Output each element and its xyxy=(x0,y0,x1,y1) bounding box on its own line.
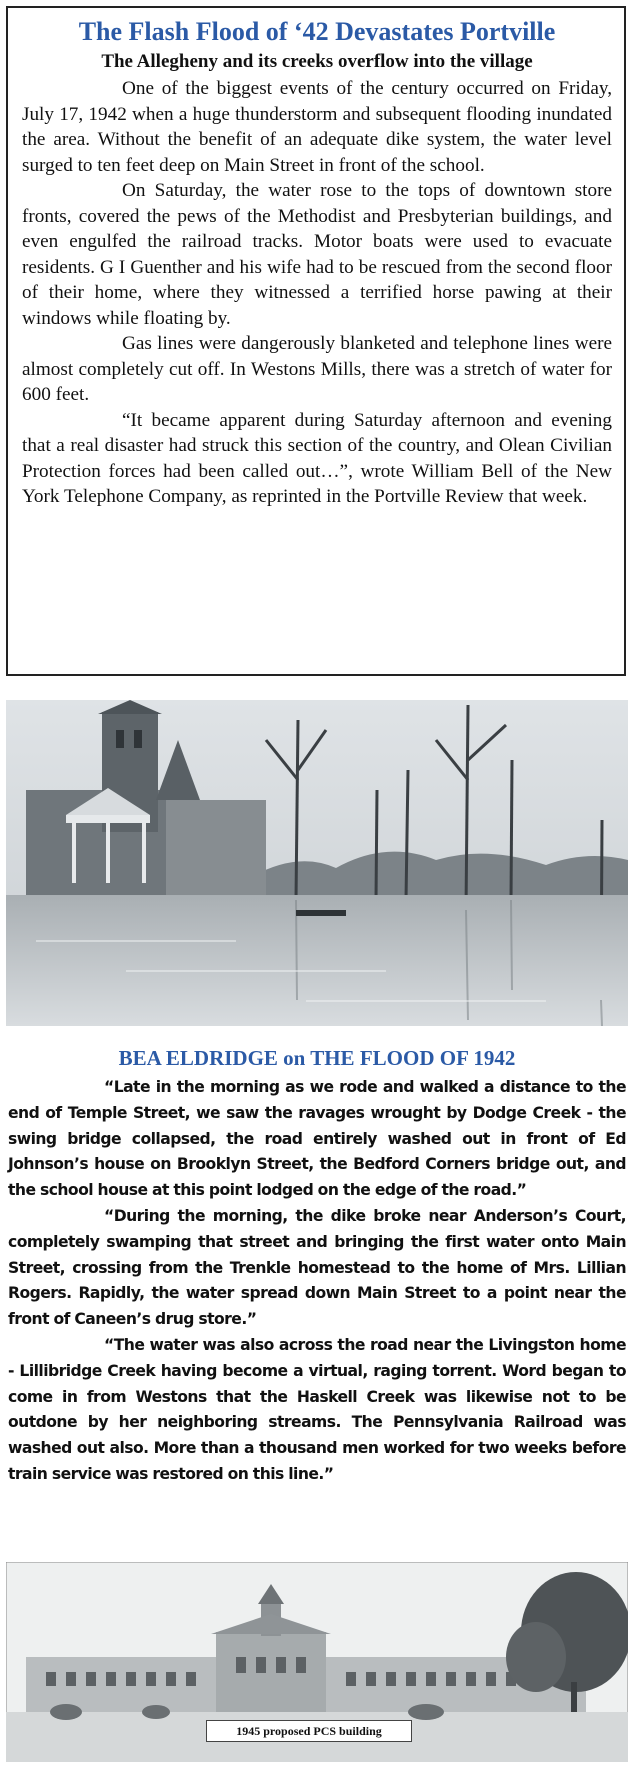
article-paragraph: On Saturday, the water rose to the tops of downtown store fronts, covered the pews of the Methodist and Presbyterian buildings, and even engulfed the railroad tracks. Motor boats were used to evacuate residents. G I Guenther and his wife had to be rescued from the second floor of their home, where they witnessed a terrified horse pawing at their windows while floating by. xyxy=(22,180,612,329)
section-heading: BEA ELDRIDGE on THE FLOOD OF 1942 xyxy=(118,1046,516,1070)
article-paragraph: “It became apparent during Saturday afternoon and evening that a real disaster had struck this section of the country, and Olean Civilian Protection forces had been called out…”, wrote William Bell of the New York Telephone Company, as reprinted in the Portville Review that week. xyxy=(22,409,612,508)
article-paragraph: One of the biggest events of the century occurred on Friday, July 17, 1942 when a huge thunderstorm and subsequent flooding inundated the area. Without the benefit of an adequate dike system, the water level surged to ten feet deep on Main Street in front of the school. xyxy=(22,78,612,176)
article-paragraph: Gas lines were dangerously blanketed and telephone lines were almost completely cut off. In Westons Mills, there was a stretch of water for 600 feet. xyxy=(22,333,612,406)
article-subtitle: The Allegheny and its creeks overflow into the village xyxy=(101,50,533,72)
quote-paragraph: “During the morning, the dike broke near Anderson’s Court, completely swamping that street and bringing the first water onto Main Street, crossing from the Trenkle homestead to the home of Mrs. Lillian Rogers. Rapidly, the water spread down Main Street to a point near the front of Caneen’s drug store.” xyxy=(8,1206,626,1329)
flood-photo xyxy=(6,700,628,1026)
quote-paragraph: “Late in the morning as we rode and walked a distance to the end of Temple Street, we saw the ravages wrought by Dodge Creek - the swing bridge collapsed, the road entirely washed out in front of Ed Johnson’s house on Brooklyn Street, the Bedford Corners bridge out, and the school house at this point lodged on the edge of the road.” xyxy=(8,1078,626,1200)
article-title: The Flash Flood of ‘42 Devastates Portville xyxy=(78,17,556,46)
flood-article-box xyxy=(6,6,626,676)
quote-paragraph: “The water was also across the road near the Livingston home - Lillibridge Creek having become a virtual, raging torrent. Word began to come in from Westons that the Haskell Creek was likewise not to be outdone by her neighboring streams. The Pennsylvania Railroad was washed out also. More than a thousand men worked for two weeks before train service was restored on this line.” xyxy=(8,1335,626,1483)
bea-eldridge-section xyxy=(8,1046,626,1488)
photo-caption: 1945 proposed PCS building xyxy=(206,1720,412,1742)
